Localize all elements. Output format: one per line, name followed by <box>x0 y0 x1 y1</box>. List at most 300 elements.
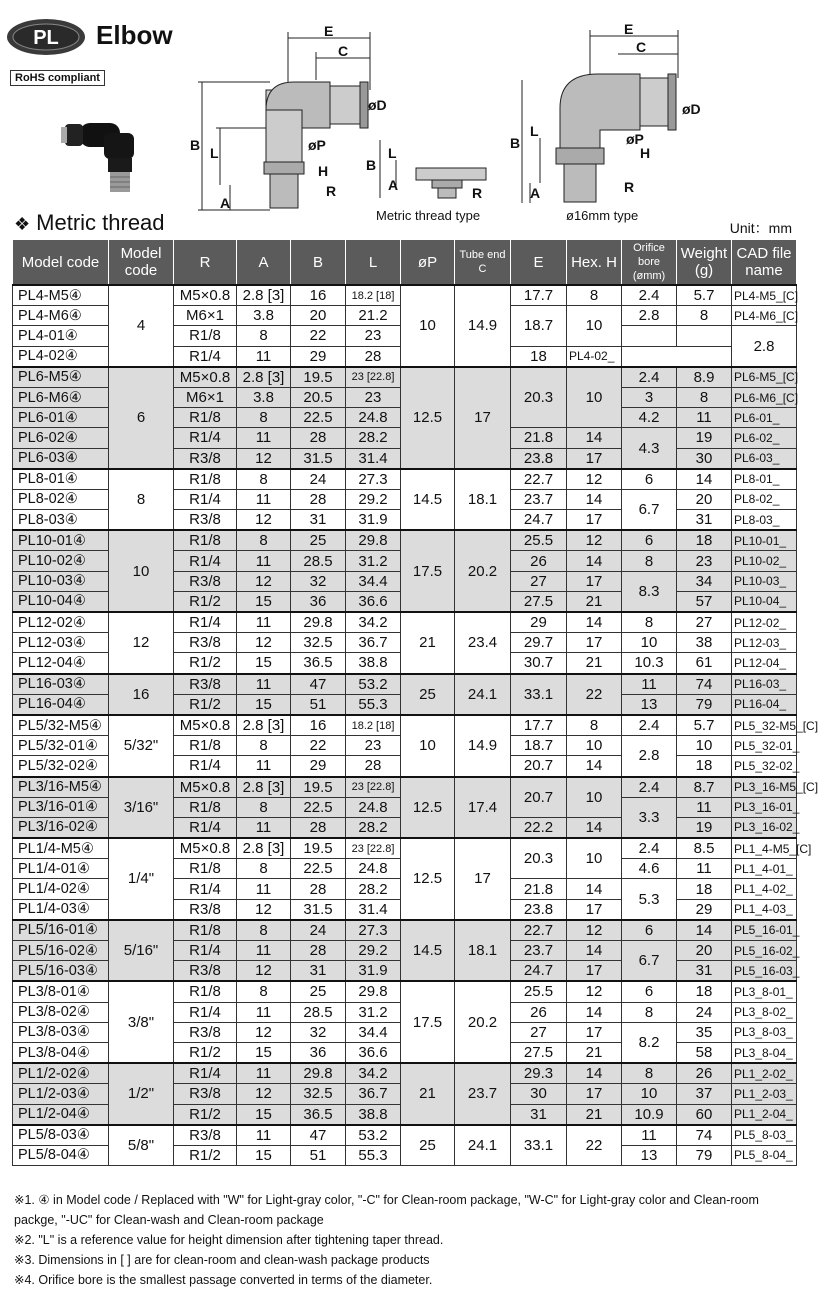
table-cell: 17 <box>567 571 622 591</box>
table-cell: PL16-03_ <box>732 674 797 695</box>
table-cell: R3/8 <box>174 1022 237 1042</box>
table-cell: M5×0.8 <box>174 777 237 798</box>
table-cell: 35 <box>677 1022 732 1042</box>
table-cell: 17 <box>567 1022 622 1042</box>
table-cell: 23.8 <box>511 899 567 920</box>
table-cell: 28 <box>291 489 346 509</box>
table-cell: 31.5 <box>291 448 346 469</box>
table-cell: 17 <box>455 838 511 920</box>
table-cell: 8 <box>622 1002 677 1022</box>
table-cell: 25 <box>401 674 455 715</box>
table-cell: PL8-02_ <box>732 489 797 509</box>
table-cell: PL3_8-02_ <box>732 1002 797 1022</box>
table-cell: 10 <box>567 838 622 879</box>
table-cell: PL3_8-04_ <box>732 1042 797 1063</box>
table-cell: 10 <box>401 715 455 777</box>
table-row <box>13 715 797 736</box>
table-cell: R1/4 <box>174 941 237 961</box>
table-cell: 74 <box>677 1125 732 1146</box>
table-cell: 5.7 <box>677 285 732 306</box>
table-cell: 57 <box>677 591 732 612</box>
table-cell: 17.4 <box>455 777 511 839</box>
table-cell: PL6-01_ <box>732 408 797 428</box>
table-cell: 8 <box>567 715 622 736</box>
table-cell: 8 <box>237 797 291 817</box>
table-cell: 14 <box>567 817 622 838</box>
table-cell: 2.4 <box>622 715 677 736</box>
table-cell: PL3/8-01④ <box>13 981 109 1002</box>
table-cell: 25.5 <box>511 530 567 551</box>
th-r: R <box>174 240 237 286</box>
table-cell: 8 <box>237 859 291 879</box>
table-cell: 36.6 <box>346 1042 401 1063</box>
table-cell: 23 <box>346 736 401 756</box>
table-cell: 10 <box>567 367 622 428</box>
dim-d-label-3: øD <box>682 101 701 117</box>
table-cell: PL4-02_ <box>567 346 622 367</box>
table-cell: 20.2 <box>455 530 511 612</box>
table-cell: 22.7 <box>511 469 567 490</box>
table-cell: M5×0.8 <box>174 715 237 736</box>
table-cell: 36.7 <box>346 1084 401 1104</box>
table-cell: 17 <box>455 367 511 469</box>
table-cell: 28.5 <box>291 1002 346 1022</box>
table-cell: 38 <box>677 633 732 653</box>
table-cell: 23 [22.8] <box>346 777 401 798</box>
table-cell: 24.8 <box>346 408 401 428</box>
table-cell: PL10-02④ <box>13 551 109 571</box>
table-cell: 8 <box>677 306 732 326</box>
table-cell: 47 <box>291 674 346 695</box>
th-e: E <box>511 240 567 286</box>
table-cell: PL5/8-03④ <box>13 1125 109 1146</box>
table-cell: 18 <box>511 346 567 367</box>
table-cell: 12 <box>109 612 174 674</box>
table-cell: 51 <box>291 1145 346 1165</box>
table-cell: 18.1 <box>455 469 511 531</box>
table-cell: PL4-M6_[C] <box>732 306 797 326</box>
table-cell: 32.5 <box>291 1084 346 1104</box>
table-cell: 11 <box>237 551 291 571</box>
dim-l-label-2: L <box>388 145 397 161</box>
table-cell: 15 <box>237 1104 291 1125</box>
table-cell: PL1/4-M5④ <box>13 838 109 859</box>
table-cell: PL5/8-04④ <box>13 1145 109 1165</box>
elbow-drawing-main <box>190 20 387 215</box>
table-cell: 31 <box>291 510 346 531</box>
dim-a-label-2: A <box>388 177 399 193</box>
table-cell: PL1/2-04④ <box>13 1104 109 1125</box>
table-cell: PL1/2-03④ <box>13 1084 109 1104</box>
table-cell: PL12-04_ <box>732 653 797 674</box>
table-cell: 32 <box>291 571 346 591</box>
table-cell: 29 <box>677 899 732 920</box>
table-cell: PL12-02④ <box>13 612 109 633</box>
table-cell: 20.3 <box>511 838 567 879</box>
table-cell: PL8-01_ <box>732 469 797 490</box>
table-cell: 55.3 <box>346 1145 401 1165</box>
table-cell: R1/8 <box>174 920 237 941</box>
table-cell: 11 <box>237 879 291 899</box>
table-cell: 6 <box>622 920 677 941</box>
table-cell: 29 <box>511 612 567 633</box>
dim-e-label-3: E <box>624 21 634 37</box>
dim-e-label: E <box>324 23 334 39</box>
table-cell: 2.8 <box>622 736 677 777</box>
table-cell: 31 <box>511 1104 567 1125</box>
dim-r-label: R <box>326 183 337 199</box>
table-cell: 11 <box>237 941 291 961</box>
table-cell: 12 <box>237 633 291 653</box>
table-cell: PL6-M5_[C] <box>732 367 797 388</box>
table-cell: 10 <box>401 285 455 367</box>
table-row <box>13 981 797 1002</box>
table-cell: 8 <box>622 612 677 633</box>
th-model-code: Model code <box>13 240 109 286</box>
table-cell: 23.8 <box>511 448 567 469</box>
table-cell: 21 <box>401 1063 455 1125</box>
dim-l-label: L <box>210 145 219 161</box>
table-row <box>13 469 797 490</box>
table-cell: 10 <box>622 1084 677 1104</box>
table-row <box>13 612 797 633</box>
table-cell: 2.4 <box>622 777 677 798</box>
table-cell: 11 <box>237 346 291 367</box>
table-cell: 55.3 <box>346 694 401 715</box>
table-cell: 12.5 <box>401 367 455 469</box>
dim-r-label-2: R <box>472 185 483 201</box>
table-cell: 21 <box>567 1042 622 1063</box>
table-cell: 27 <box>511 571 567 591</box>
table-cell: 20 <box>677 489 732 509</box>
table-cell: PL16-03④ <box>13 674 109 695</box>
table-cell: 18.1 <box>455 920 511 982</box>
table-cell: R1/8 <box>174 408 237 428</box>
table-cell: 6 <box>622 530 677 551</box>
table-cell: 24.1 <box>455 674 511 715</box>
table-cell: 17.7 <box>511 715 567 736</box>
table-cell: 28 <box>291 817 346 838</box>
table-cell: PL12-03_ <box>732 633 797 653</box>
table-cell: 22 <box>567 674 622 715</box>
table-cell: 27.5 <box>511 1042 567 1063</box>
th-cad: CAD file name <box>732 240 797 286</box>
product-photo <box>60 108 160 198</box>
table-cell: 6.7 <box>622 489 677 530</box>
table-cell: 20 <box>291 306 346 326</box>
dim-p-label: øP <box>308 137 326 153</box>
section-heading <box>14 210 165 236</box>
table-cell: PL1_4-M5_[C] <box>732 838 797 859</box>
table-cell: 34.4 <box>346 1022 401 1042</box>
table-cell: PL8-02④ <box>13 489 109 509</box>
table-cell: 22.7 <box>511 920 567 941</box>
dim-c-label: C <box>338 43 349 59</box>
table-cell: 14.9 <box>455 285 511 367</box>
dim-d-label: øD <box>368 97 387 113</box>
table-cell: PL4-02④ <box>13 346 109 367</box>
table-cell: 31.5 <box>291 899 346 920</box>
table-cell: 13 <box>622 694 677 715</box>
table-cell: 4.6 <box>622 859 677 879</box>
table-cell: PL6-02④ <box>13 428 109 448</box>
table-cell: 8 <box>622 1063 677 1084</box>
table-cell: 21 <box>567 653 622 674</box>
table-cell: 30 <box>677 448 732 469</box>
table-cell: R1/8 <box>174 981 237 1002</box>
table-cell: 23.4 <box>455 612 511 674</box>
caption-metric: Metric thread type <box>376 208 481 223</box>
table-cell: R1/4 <box>174 756 237 777</box>
table-cell: 22.5 <box>291 408 346 428</box>
table-cell: 14 <box>567 1002 622 1022</box>
note-4: ※4. Orifice bore is the smallest passage converted in terms of the diameter. <box>14 1273 433 1287</box>
table-cell: 29.2 <box>346 489 401 509</box>
table-cell: 11 <box>237 612 291 633</box>
table-cell: 29.8 <box>291 1063 346 1084</box>
table-cell: 47 <box>291 1125 346 1146</box>
table-cell: 3 <box>622 387 677 407</box>
table-cell: 33.1 <box>511 1125 567 1166</box>
table-cell: PL1_2-02_ <box>732 1063 797 1084</box>
table-cell: 23 <box>346 387 401 407</box>
table-cell: 27.3 <box>346 920 401 941</box>
table-cell: PL1_2-04_ <box>732 1104 797 1125</box>
table-cell: PL8-01④ <box>13 469 109 490</box>
table-cell: 20.2 <box>455 981 511 1063</box>
table-cell: 23 <box>677 551 732 571</box>
table-cell: R1/2 <box>174 694 237 715</box>
table-cell: R1/2 <box>174 1145 237 1165</box>
table-cell: 4.3 <box>622 428 677 469</box>
table-cell: 17 <box>567 510 622 531</box>
table-cell: 36 <box>291 1042 346 1063</box>
table-cell: R1/8 <box>174 326 237 346</box>
table-cell: PL3/16-M5④ <box>13 777 109 798</box>
th-model-size: Model code <box>109 240 174 286</box>
table-cell: 24.7 <box>511 961 567 982</box>
table-cell: PL12-04④ <box>13 653 109 674</box>
table-cell: PL5_32-M5_[C] <box>732 715 797 736</box>
table-cell: 38.8 <box>346 1104 401 1125</box>
th-p: øP <box>401 240 455 286</box>
table-cell: 10 <box>109 530 174 612</box>
table-cell: 58 <box>677 1042 732 1063</box>
table-cell: 17.7 <box>511 285 567 306</box>
table-cell: PL6-02_ <box>732 428 797 448</box>
table-cell: 79 <box>677 694 732 715</box>
table-cell: 15 <box>237 1042 291 1063</box>
pl-logo <box>6 18 86 56</box>
table-cell: 20.7 <box>511 777 567 818</box>
table-cell: 19.5 <box>291 838 346 859</box>
table-cell: 51 <box>291 694 346 715</box>
table-cell: 26 <box>511 1002 567 1022</box>
table-cell: 3.8 <box>237 306 291 326</box>
table-cell: 14 <box>567 941 622 961</box>
table-cell: R1/4 <box>174 551 237 571</box>
table-cell: R3/8 <box>174 571 237 591</box>
table-cell: 14.5 <box>401 920 455 982</box>
table-cell: PL1/4-03④ <box>13 899 109 920</box>
table-cell: 29.8 <box>291 612 346 633</box>
table-cell: 12 <box>567 981 622 1002</box>
table-cell: R3/8 <box>174 510 237 531</box>
dim-b-label-3: B <box>510 135 521 151</box>
table-cell: 14 <box>567 879 622 899</box>
table-cell: PL6-01④ <box>13 408 109 428</box>
table-cell: PL10-01④ <box>13 530 109 551</box>
spec-table-body <box>13 285 818 1166</box>
table-cell: 11 <box>237 756 291 777</box>
table-cell: 11 <box>677 408 732 428</box>
table-cell: 12 <box>237 510 291 531</box>
table-cell: 28.5 <box>291 551 346 571</box>
table-cell: R1/2 <box>174 653 237 674</box>
table-cell: R1/8 <box>174 797 237 817</box>
table-cell: 28.2 <box>346 817 401 838</box>
elbow-drawing-metric <box>366 130 496 202</box>
table-cell: 23.7 <box>511 489 567 509</box>
table-cell: 2.8 <box>622 306 677 326</box>
table-cell: 8.5 <box>677 838 732 859</box>
table-cell: PL4-M5_[C] <box>732 285 797 306</box>
table-cell: 20.5 <box>291 387 346 407</box>
table-cell: 14 <box>677 920 732 941</box>
table-cell: 6 <box>622 981 677 1002</box>
table-cell: PL3_8-03_ <box>732 1022 797 1042</box>
table-cell: 8 <box>237 920 291 941</box>
table-cell: 12 <box>237 1022 291 1042</box>
table-cell: PL3/16-01④ <box>13 797 109 817</box>
table-cell: 34.4 <box>346 571 401 591</box>
table-cell: 36.6 <box>346 591 401 612</box>
table-cell: 10.9 <box>622 1104 677 1125</box>
table-cell: PL4-M5④ <box>13 285 109 306</box>
table-cell: 11 <box>622 674 677 695</box>
table-cell: 12.5 <box>401 838 455 920</box>
table-cell: 21.2 <box>346 306 401 326</box>
table-cell: 28 <box>346 346 401 367</box>
table-cell: PL5_8-04_ <box>732 1145 797 1165</box>
table-cell: 22.5 <box>291 797 346 817</box>
table-cell: 2.4 <box>622 285 677 306</box>
table-cell: 29.7 <box>511 633 567 653</box>
table-cell: 17.5 <box>401 981 455 1063</box>
table-cell: 23 [22.8] <box>346 367 401 388</box>
table-cell: 14 <box>567 612 622 633</box>
rohs-badge: RoHS compliant <box>10 70 105 86</box>
th-weight: Weight (g) <box>677 240 732 286</box>
table-cell: M5×0.8 <box>174 838 237 859</box>
table-cell: PL3_16-01_ <box>732 797 797 817</box>
table-cell: 11 <box>237 817 291 838</box>
table-cell: 2.8 [3] <box>237 838 291 859</box>
table-cell: 8.2 <box>622 1022 677 1063</box>
table-cell: PL5/32-02④ <box>13 756 109 777</box>
table-cell <box>622 326 677 346</box>
table-cell: 15 <box>237 591 291 612</box>
table-cell: 30.7 <box>511 653 567 674</box>
table-cell: 25.5 <box>511 981 567 1002</box>
table-cell: 23 [22.8] <box>346 838 401 859</box>
table-cell: 27 <box>511 1022 567 1042</box>
table-cell: PL10-02_ <box>732 551 797 571</box>
table-cell: 18.2 [18] <box>346 285 401 306</box>
dim-a-label: A <box>220 195 231 211</box>
table-cell: 24.1 <box>455 1125 511 1166</box>
table-cell: PL6-03_ <box>732 448 797 469</box>
dim-c-label-3: C <box>636 39 647 55</box>
table-cell: 12 <box>237 961 291 982</box>
table-cell: 23 <box>346 326 401 346</box>
table-cell: 18 <box>677 981 732 1002</box>
table-cell: 11 <box>237 1125 291 1146</box>
table-cell: 17 <box>567 448 622 469</box>
table-cell: 32.5 <box>291 633 346 653</box>
table-cell: 12 <box>567 920 622 941</box>
table-cell: PL6-M5④ <box>13 367 109 388</box>
table-cell: 8 <box>109 469 174 531</box>
table-cell: 11 <box>237 428 291 448</box>
table-cell: 12.5 <box>401 777 455 839</box>
table-cell: 14 <box>567 489 622 509</box>
table-cell: R1/4 <box>174 346 237 367</box>
diamond-bullet-icon: ❖ <box>14 214 31 234</box>
table-cell: R3/8 <box>174 633 237 653</box>
table-cell: PL1/2-02④ <box>13 1063 109 1084</box>
table-cell: 36 <box>291 591 346 612</box>
th-hex: Hex. H <box>567 240 622 286</box>
table-cell: 11 <box>237 1002 291 1022</box>
table-cell: 24 <box>677 1002 732 1022</box>
table-cell: 20.7 <box>511 756 567 777</box>
table-cell: 1/2" <box>109 1063 174 1125</box>
dim-a-label-3: A <box>530 185 541 201</box>
spec-table <box>12 239 818 1166</box>
table-cell: PL5_16-01_ <box>732 920 797 941</box>
table-row <box>13 1125 797 1146</box>
table-row <box>13 777 797 798</box>
table-cell: 8.7 <box>677 777 732 798</box>
table-cell: PL8-03_ <box>732 510 797 531</box>
table-cell: PL5_16-02_ <box>732 941 797 961</box>
table-cell: 17.5 <box>401 530 455 612</box>
table-cell: 12 <box>237 448 291 469</box>
table-cell: M6×1 <box>174 387 237 407</box>
table-cell: 24 <box>291 469 346 490</box>
table-cell: 28 <box>346 756 401 777</box>
table-cell: 8 <box>622 551 677 571</box>
table-cell: 14 <box>567 551 622 571</box>
table-cell: 3.3 <box>622 797 677 838</box>
table-cell: 17 <box>567 899 622 920</box>
table-cell: 14.5 <box>401 469 455 531</box>
table-cell: 3/16" <box>109 777 174 839</box>
table-cell: 2.4 <box>622 838 677 859</box>
table-cell: PL5/16-03④ <box>13 961 109 982</box>
table-cell: PL5_32-02_ <box>732 756 797 777</box>
table-cell: 25 <box>291 530 346 551</box>
table-cell: 19 <box>677 817 732 838</box>
table-cell: R3/8 <box>174 674 237 695</box>
table-cell: 6 <box>109 367 174 469</box>
table-cell: 14 <box>567 428 622 448</box>
table-cell: PL5/32-01④ <box>13 736 109 756</box>
dim-h-label: H <box>318 163 329 179</box>
table-cell: 8 <box>237 469 291 490</box>
table-cell: PL3/8-02④ <box>13 1002 109 1022</box>
